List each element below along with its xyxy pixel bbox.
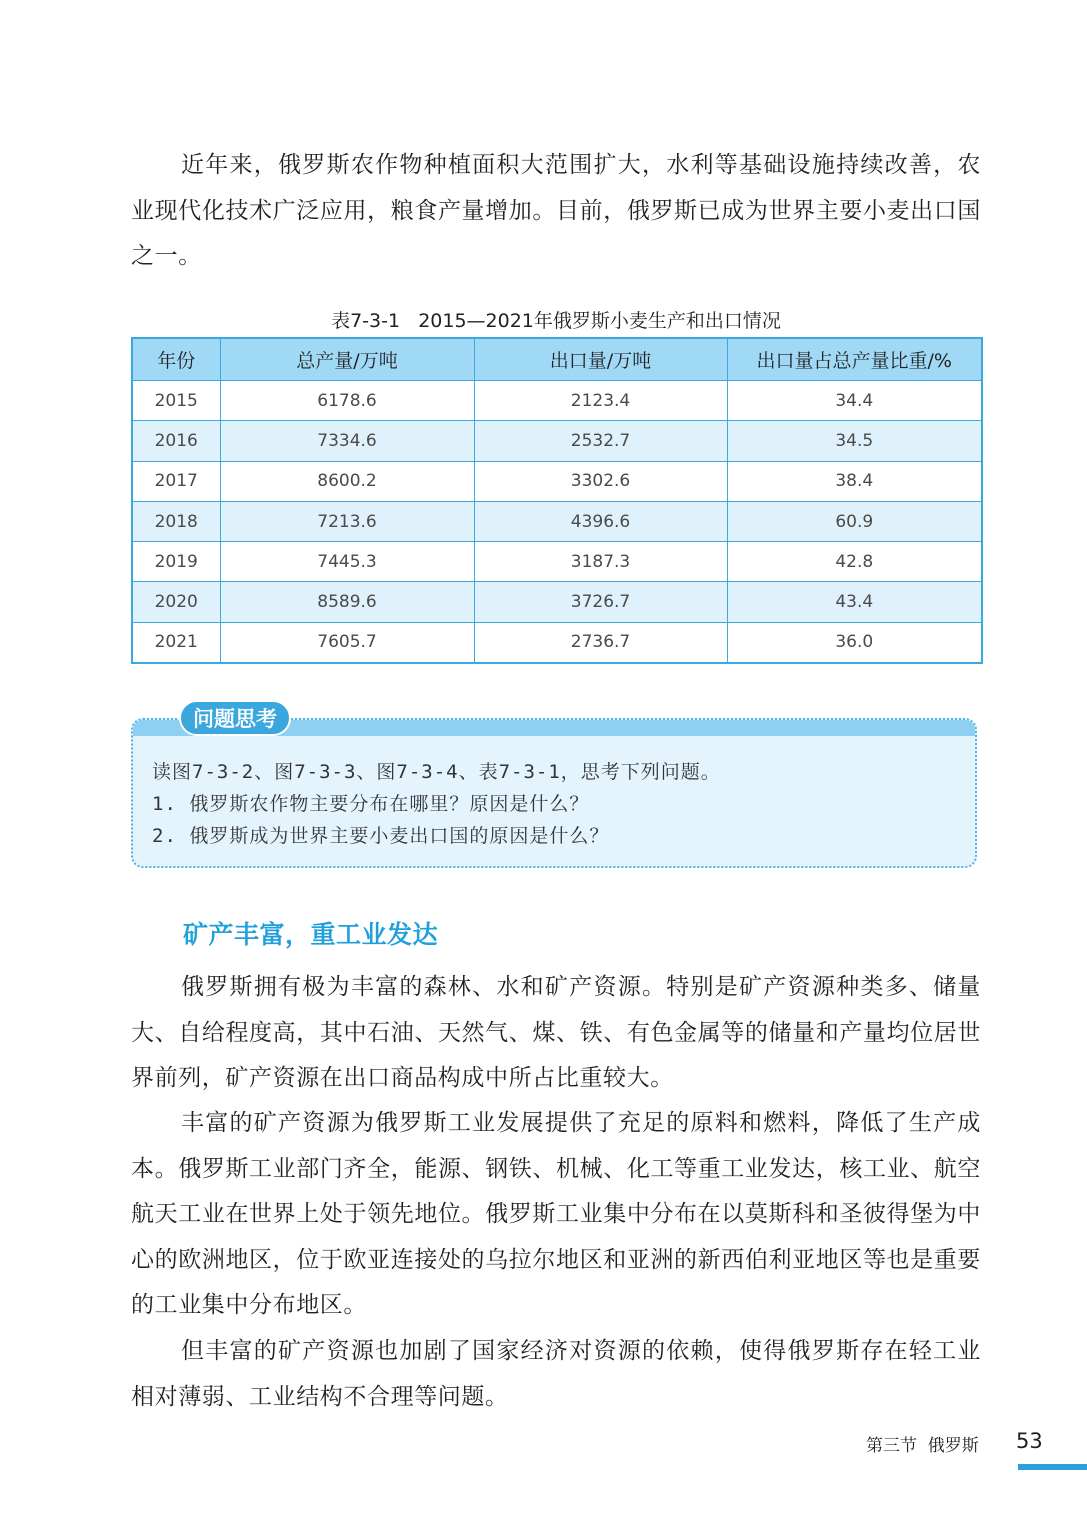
cell-total-output: 7605.7 bbox=[220, 622, 474, 663]
paragraph-resources: 俄罗斯拥有极为丰富的森林、水和矿产资源。特别是矿产资源种类多、储量大、自给程度高，其中石油、天然气、煤、铁、有色金属等的储量和产量均位居世界前列，矿产资源在出口商品构成中所占比重较大。 bbox=[131, 974, 981, 1091]
cell-export-share: 42.8 bbox=[727, 542, 982, 582]
table-row bbox=[132, 381, 982, 421]
think-question-1: 1. 俄罗斯农作物主要分布在哪里？原因是什么？ bbox=[152, 793, 590, 815]
section-heading: 矿产丰富，重工业发达 bbox=[183, 920, 439, 949]
think-question-2: 2. 俄罗斯成为世界主要小麦出口国的原因是什么？ bbox=[152, 825, 610, 847]
think-box-title: 问题思考 bbox=[179, 700, 291, 736]
cell-export-volume: 3302.6 bbox=[474, 461, 727, 501]
cell-export-share: 36.0 bbox=[727, 622, 982, 663]
header-export-volume: 出口量/万吨 bbox=[474, 338, 727, 381]
header-year: 年份 bbox=[132, 338, 220, 381]
cell-year: 2021 bbox=[132, 622, 220, 663]
cell-export-volume: 4396.6 bbox=[474, 501, 727, 541]
paragraph-industry: 丰富的矿产资源为俄罗斯工业发展提供了充足的原料和燃料，降低了生产成本。俄罗斯工业部门齐全，能源、钢铁、机械、化工等重工业发达，核工业、航空航天工业在世界上处于领先地位。俄罗斯工业集中分布在以莫斯科和圣彼得堡为中心的欧洲地区，位于欧亚连接处的乌拉尔地区和亚洲的新西伯利亚地区等也是重要的工业集中分布地区。 bbox=[131, 1110, 981, 1318]
cell-year: 2017 bbox=[132, 461, 220, 501]
cell-export-volume: 2123.4 bbox=[474, 381, 727, 421]
cell-export-volume: 3726.7 bbox=[474, 582, 727, 622]
cell-export-share: 38.4 bbox=[727, 461, 982, 501]
paragraph-agriculture: 近年来，俄罗斯农作物种植面积大范围扩大，水利等基础设施持续改善，农业现代化技术广泛应用，粮食产量增加。目前，俄罗斯已成为世界主要小麦出口国之一。 bbox=[131, 152, 981, 269]
footer-accent-bar bbox=[1018, 1464, 1087, 1470]
cell-export-volume: 2532.7 bbox=[474, 421, 727, 461]
wheat-data-table bbox=[131, 337, 983, 664]
cell-total-output: 8600.2 bbox=[220, 461, 474, 501]
cell-year: 2019 bbox=[132, 542, 220, 582]
header-export-share: 出口量占总产量比重/% bbox=[727, 338, 982, 381]
cell-year: 2015 bbox=[132, 381, 220, 421]
cell-export-share: 60.9 bbox=[727, 501, 982, 541]
cell-export-share: 43.4 bbox=[727, 582, 982, 622]
header-total-output: 总产量/万吨 bbox=[220, 338, 474, 381]
table-row bbox=[132, 461, 982, 501]
cell-export-volume: 2736.7 bbox=[474, 622, 727, 663]
cell-export-volume: 3187.3 bbox=[474, 542, 727, 582]
table-caption: 表7-3-1 2015—2021年俄罗斯小麦生产和出口情况 bbox=[331, 310, 781, 332]
table-row bbox=[132, 421, 982, 461]
cell-total-output: 7213.6 bbox=[220, 501, 474, 541]
table-row bbox=[132, 501, 982, 541]
cell-total-output: 7445.3 bbox=[220, 542, 474, 582]
cell-total-output: 6178.6 bbox=[220, 381, 474, 421]
cell-total-output: 7334.6 bbox=[220, 421, 474, 461]
cell-year: 2016 bbox=[132, 421, 220, 461]
cell-year: 2020 bbox=[132, 582, 220, 622]
cell-year: 2018 bbox=[132, 501, 220, 541]
table-header-row bbox=[132, 338, 982, 381]
cell-export-share: 34.4 bbox=[727, 381, 982, 421]
table-row bbox=[132, 542, 982, 582]
page-number: 53 bbox=[1016, 1429, 1043, 1453]
cell-export-share: 34.5 bbox=[727, 421, 982, 461]
footer-section-label: 第三节 俄罗斯 bbox=[866, 1436, 979, 1456]
paragraph-dependence: 但丰富的矿产资源也加剧了国家经济对资源的依赖，使得俄罗斯存在轻工业相对薄弱、工业结构不合理等问题。 bbox=[131, 1338, 981, 1410]
table-row bbox=[132, 622, 982, 663]
think-box-intro: 读图7-3-2、图7-3-3、图7-3-4、表7-3-1，思考下列问题。 bbox=[152, 761, 721, 783]
cell-total-output: 8589.6 bbox=[220, 582, 474, 622]
table-row bbox=[132, 582, 982, 622]
